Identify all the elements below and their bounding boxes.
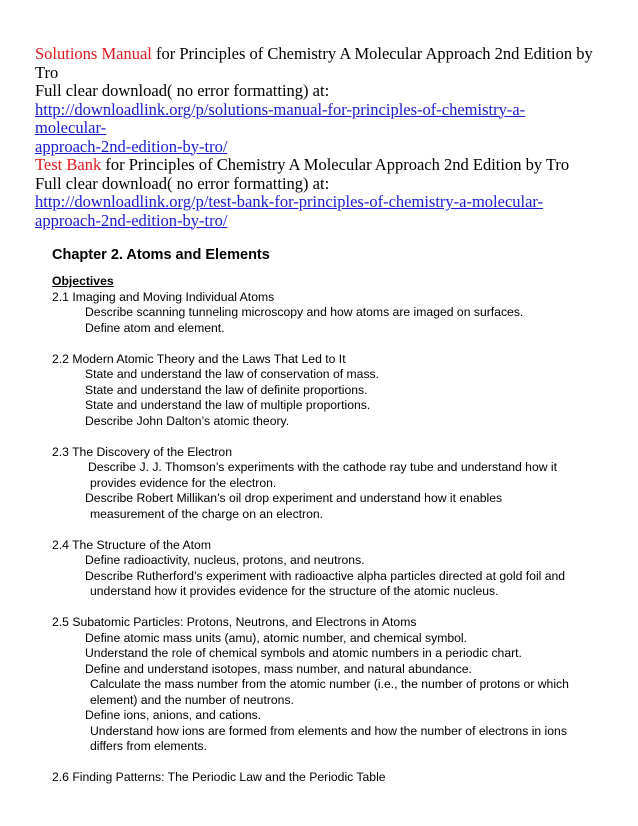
objective-item: State and understand the law of definite proportions. — [85, 382, 368, 397]
download-header — [35, 45, 595, 230]
objective-item: State and understand the law of multiple proportions. — [85, 398, 371, 412]
objective-item-continued: element) and the number of neutrons. — [90, 692, 294, 707]
section-title: 2.3 The Discovery of the Electron — [52, 444, 232, 459]
test-bank-link-part1[interactable]: http://downloadlink.org/p/test-bank-for-principles-of-chemistry-a-molecular- — [35, 192, 544, 211]
chapter-title: Chapter 2. Atoms and Elements — [52, 247, 270, 263]
section-2-2 — [52, 352, 612, 430]
objective-item: Describe scanning tunneling microscopy and how atoms are imaged on surfaces. — [85, 305, 524, 319]
author-line: Tro — [35, 62, 59, 82]
objective-item: Describe Rutherford’s experiment with radioactive alpha particles directed at gold foil and — [85, 568, 566, 583]
test-bank-line — [35, 156, 595, 175]
section-2-4 — [52, 538, 612, 600]
objective-item: Describe J. J. Thomson’s experiments with the cathode ray tube and understand how it — [88, 460, 558, 474]
test-bank-label: Test Bank — [35, 155, 102, 174]
section-title: 2.5 Subatomic Particles: Protons, Neutrons, and Electrons in Atoms — [52, 615, 417, 629]
chapter-body — [52, 246, 612, 786]
objective-item: Define atomic mass units (amu), atomic number, and chemical symbol. — [85, 630, 468, 645]
objective-item: Calculate the mass number from the atomic number (i.e., the number of protons or which — [90, 677, 569, 691]
section-title: 2.1 Imaging and Moving Individual Atoms — [52, 289, 275, 304]
section-title: 2.4 The Structure of the Atom — [52, 537, 211, 552]
objectives-heading: Objectives — [52, 274, 114, 288]
objective-item: Understand how ions are formed from elements and how the number of electrons in ions — [90, 723, 567, 738]
objective-item: State and understand the law of conservation of mass. — [85, 367, 380, 381]
solutions-manual-title: for Principles of Chemistry A Molecular Approach 2nd Edition by — [151, 44, 593, 63]
objective-item: Define atom and element. — [85, 320, 225, 335]
section-2-3 — [52, 445, 612, 523]
test-bank-link-part2[interactable]: approach-2nd-edition-by-tro/ — [35, 210, 228, 230]
objective-item: Define and understand isotopes, mass number, and natural abundance. — [85, 661, 472, 676]
solutions-manual-link-part1[interactable]: http://downloadlink.org/p/solutions-manual-for-principles-of-chemistry-a-molecular- — [35, 99, 526, 137]
solutions-manual-label: Solutions Manual — [35, 44, 152, 63]
objective-item: Define ions, anions, and cations. — [85, 708, 262, 722]
objective-item-continued: measurement of the charge on an electron. — [90, 506, 324, 521]
objective-item: Define radioactivity, nucleus, protons, and neutrons. — [85, 553, 365, 567]
section-2-6 — [52, 770, 612, 786]
objective-item-continued: understand how it provides evidence for the structure of the atomic nucleus. — [90, 584, 499, 598]
download-note-2: Full clear download( no error formatting) at: — [35, 173, 330, 193]
objective-item-continued: provides evidence for the electron. — [90, 475, 277, 490]
objective-item: Describe Robert Millikan’s oil drop experiment and understand how it enables — [85, 491, 503, 505]
solutions-manual-link-part2[interactable]: approach-2nd-edition-by-tro/ — [35, 136, 228, 156]
section-2-5 — [52, 615, 612, 755]
section-title: 2.6 Finding Patterns: The Periodic Law and the Periodic Table — [52, 770, 386, 784]
objective-item: Understand the role of chemical symbols and atomic numbers in a periodic chart. — [85, 646, 522, 660]
solutions-manual-line — [35, 45, 595, 64]
test-bank-title: for Principles of Chemistry A Molecular Approach 2nd Edition by Tro — [101, 155, 570, 174]
section-title: 2.2 Modern Atomic Theory and the Laws That Led to It — [52, 351, 346, 366]
section-2-1 — [52, 290, 612, 337]
objective-item: Describe John Dalton’s atomic theory. — [85, 413, 290, 428]
objective-item-continued: differs from elements. — [90, 739, 207, 753]
download-note-1: Full clear download( no error formatting) at: — [35, 81, 330, 100]
